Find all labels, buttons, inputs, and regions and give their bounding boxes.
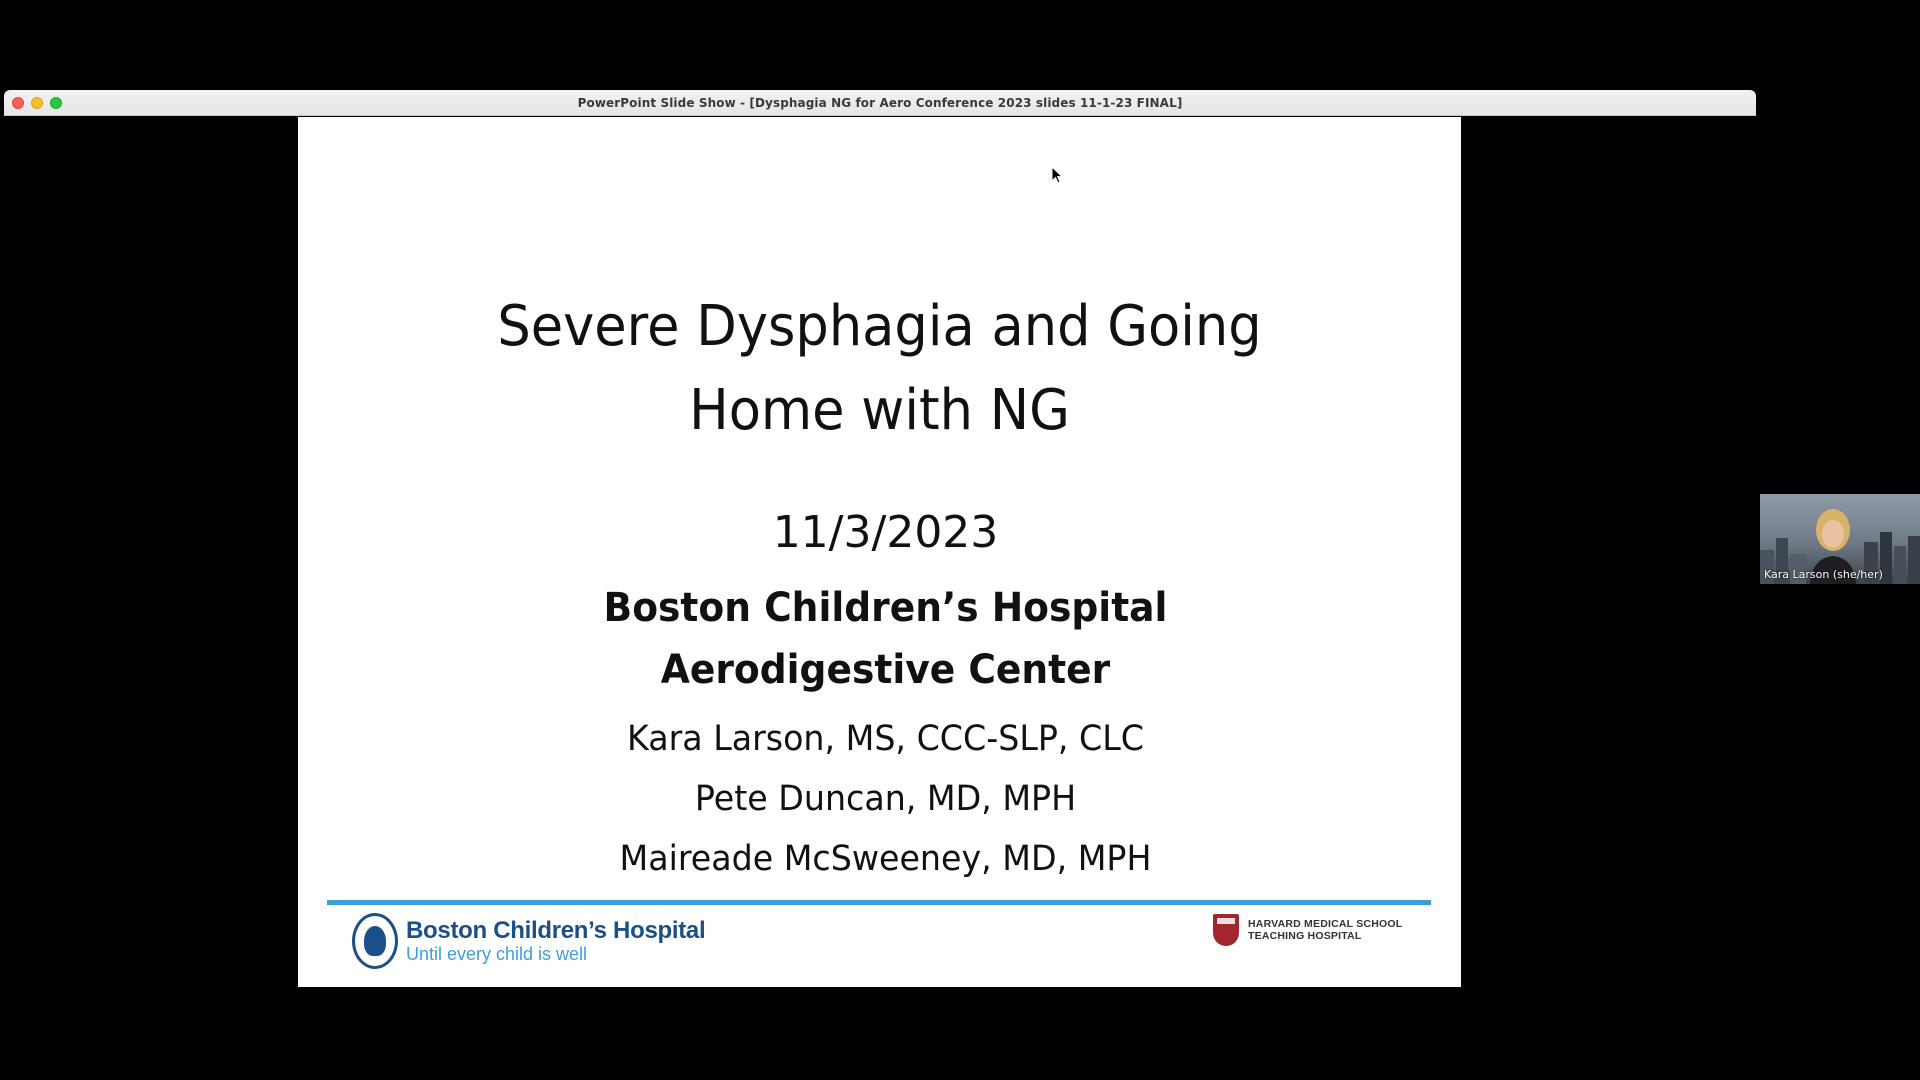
window-titlebar[interactable]	[4, 90, 1756, 116]
presentation-slide[interactable]	[298, 117, 1461, 987]
hms-line-2: TEACHING HOSPITAL	[1248, 930, 1362, 942]
author-name: Maireade McSweeney, MD, MPH	[619, 839, 1152, 879]
slide-authors	[310, 709, 1461, 889]
participant-video-tile[interactable]	[1760, 494, 1920, 584]
boston-childrens-seal-icon	[352, 913, 398, 969]
footer-divider	[327, 900, 1431, 905]
logo-tagline: Until every child is well	[406, 944, 588, 964]
author-name: Pete Duncan, MD, MPH	[694, 779, 1077, 819]
slide-organization: Boston Children’s Hospital Aerodigestive Center	[603, 585, 1168, 693]
boston-childrens-logo	[352, 913, 705, 969]
harvard-shield-icon	[1213, 914, 1239, 946]
harvard-medical-school-logo	[1213, 914, 1402, 946]
slide-date: 11/3/2023	[772, 507, 999, 558]
hms-line-1: HARVARD MEDICAL SCHOOL	[1248, 918, 1403, 930]
logo-name: Boston Children’s Hospital	[406, 917, 706, 944]
slide-title: Severe Dysphagia and Going Home with NG	[497, 294, 1262, 443]
participant-name-label: Kara Larson (she/her)	[1764, 568, 1883, 581]
author-name: Kara Larson, MS, CCC-SLP, CLC	[626, 719, 1145, 759]
window-title: PowerPoint Slide Show - [Dysphagia NG for Aero Conference 2023 slides 11-1-23 FINAL]	[577, 96, 1183, 110]
